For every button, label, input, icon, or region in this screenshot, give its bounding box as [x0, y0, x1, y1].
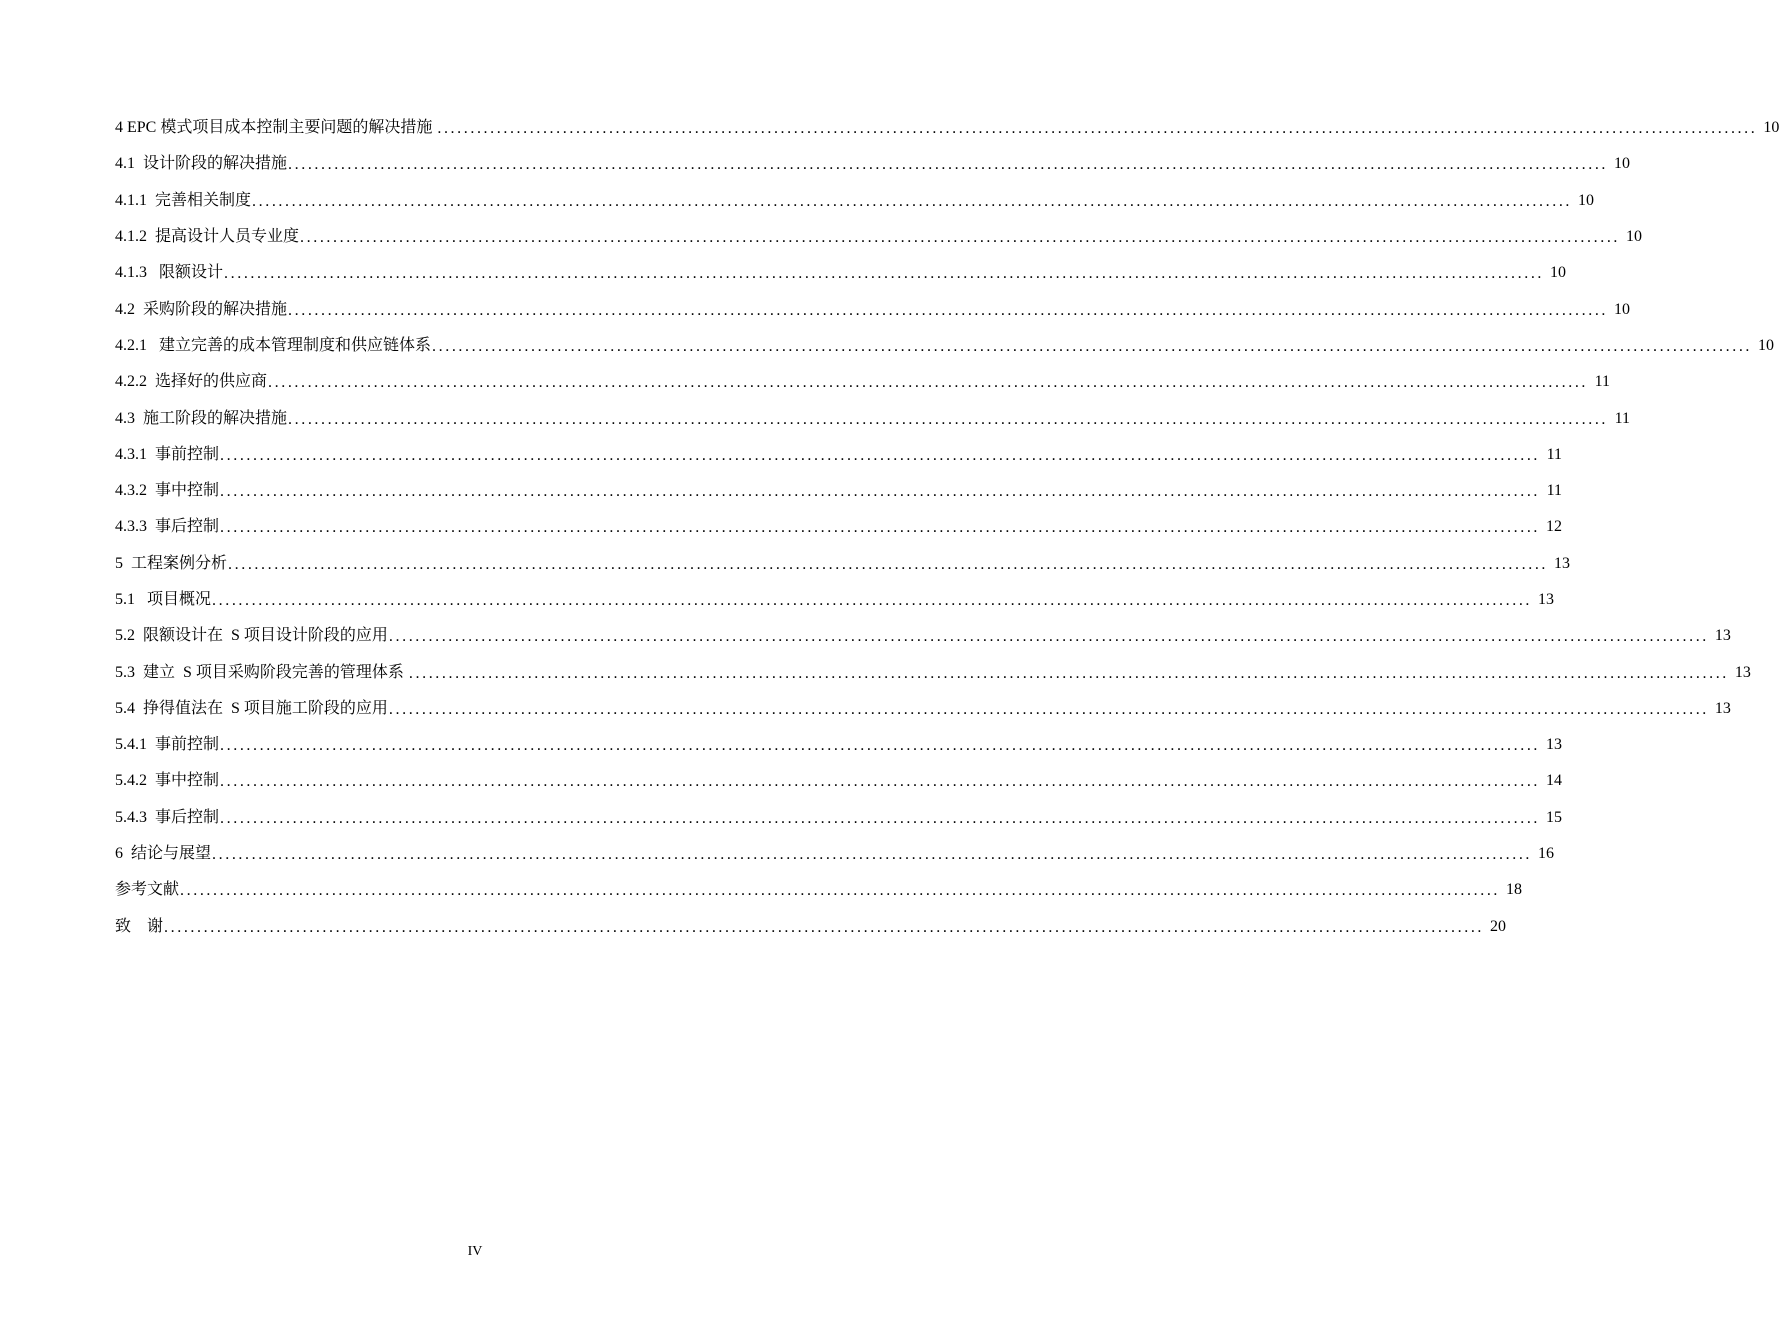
toc-entry-title: 参考文献 [115, 881, 180, 899]
toc-entry-title: 5.4.3 事后控制 [115, 808, 220, 826]
toc-entry-page-number: 11 [1594, 373, 1611, 391]
toc-entry-page-number: 13 [1554, 554, 1571, 572]
toc-dot-leader: ........................................................................................................................................................................................................ [224, 265, 1545, 283]
toc-entry-title: 4 EPC 模式项目成本控制主要问题的解决措施 [115, 119, 437, 137]
toc-entry[interactable] [115, 255, 1567, 291]
toc-entry-title: 4.2.1 建立完善的成本管理制度和供应链体系 [115, 336, 432, 354]
toc-dot-leader: ........................................................................................................................................................................................................ [268, 374, 1589, 392]
toc-entry[interactable] [115, 618, 1731, 654]
toc-dot-leader: ........................................................................................................................................................................................................ [220, 809, 1541, 827]
toc-entry[interactable] [115, 909, 1507, 945]
toc-entry[interactable] [115, 364, 1611, 400]
toc-entry-page-number: 10 [1626, 228, 1643, 246]
toc-entry-page-number: 16 [1538, 845, 1555, 863]
toc-dot-leader: ........................................................................................................................................................................................................ [408, 664, 1729, 682]
toc-dot-leader: ........................................................................................................................................................................................................ [388, 700, 1709, 718]
toc-dot-leader: ........................................................................................................................................................................................................ [288, 301, 1609, 319]
toc-entry[interactable] [115, 763, 1563, 799]
toc-entry-page-number: 11 [1546, 482, 1563, 500]
toc-dot-leader: ........................................................................................................................................................................................................ [228, 555, 1549, 573]
toc-entry-title: 4.2 采购阶段的解决措施 [115, 300, 288, 318]
toc-entry-title: 4.1.3 限额设计 [115, 264, 224, 282]
toc-entry-title: 5.4.1 事前控制 [115, 736, 220, 754]
toc-entry[interactable] [115, 183, 1595, 219]
toc-dot-leader: ........................................................................................................................................................................................................ [220, 737, 1541, 755]
toc-entry-page-number: 13 [1546, 736, 1563, 754]
toc-entry-page-number: 18 [1506, 881, 1523, 899]
toc-entry-title: 4.3.3 事后控制 [115, 518, 220, 536]
toc-entry[interactable] [115, 509, 1563, 545]
toc-dot-leader: ........................................................................................................................................................................................................ [164, 918, 1485, 936]
toc-entry[interactable] [115, 146, 1631, 182]
toc-entry-title: 5.1 项目概况 [115, 591, 212, 608]
toc-entry-title: 4.3 施工阶段的解决措施 [115, 409, 288, 427]
toc-entry-title: 4.2.2 选择好的供应商 [115, 373, 268, 391]
toc-entry[interactable] [115, 872, 1523, 908]
toc-entry-title: 4.3.2 事中控制 [115, 482, 220, 500]
toc-entry[interactable] [115, 219, 1643, 255]
toc-dot-leader: ........................................................................................................................................................................................................ [220, 446, 1541, 464]
toc-dot-leader: ........................................................................................................................................................................................................ [388, 628, 1709, 646]
toc-dot-leader: ........................................................................................................................................................................................................ [300, 229, 1621, 247]
toc-dot-leader: ........................................................................................................................................................................................................ [288, 156, 1609, 174]
toc-entry-page-number: 10 [1763, 119, 1779, 137]
table-of-contents [115, 110, 1779, 945]
toc-entry[interactable] [115, 654, 1751, 690]
toc-entry-page-number: 10 [1758, 336, 1775, 354]
toc-entry[interactable] [115, 582, 1555, 618]
toc-entry-page-number: 10 [1614, 155, 1631, 173]
toc-dot-leader: ........................................................................................................................................................................................................ [212, 592, 1533, 609]
toc-entry-page-number: 11 [1614, 409, 1631, 427]
toc-entry-title: 4.1.2 提高设计人员专业度 [115, 228, 300, 246]
toc-dot-leader: ........................................................................................................................................................................................................ [252, 192, 1573, 210]
toc-entry-page-number: 11 [1546, 445, 1563, 463]
toc-entry-title: 5 工程案例分析 [115, 554, 228, 572]
toc-dot-leader: ........................................................................................................................................................................................................ [288, 410, 1609, 428]
toc-entry-title: 5.4 挣得值法在 S 项目施工阶段的应用 [115, 699, 388, 717]
toc-dot-leader: ........................................................................................................................................................................................................ [437, 120, 1758, 138]
toc-entry[interactable] [115, 110, 1779, 146]
toc-entry-title: 5.3 建立 S 项目采购阶段完善的管理体系 [115, 663, 408, 681]
toc-entry[interactable] [115, 473, 1563, 509]
toc-dot-leader: ........................................................................................................................................................................................................ [220, 773, 1541, 791]
toc-entry-title: 4.3.1 事前控制 [115, 445, 220, 463]
toc-entry[interactable] [115, 400, 1631, 436]
toc-entry-page-number: 10 [1614, 300, 1631, 318]
toc-dot-leader: ........................................................................................................................................................................................................ [220, 483, 1541, 501]
toc-entry-title: 致 谢 [115, 917, 164, 935]
toc-entry-title: 5.4.2 事中控制 [115, 772, 220, 790]
toc-entry-title: 4.1.1 完善相关制度 [115, 191, 252, 209]
toc-dot-leader: ........................................................................................................................................................................................................ [220, 519, 1541, 537]
toc-entry-page-number: 10 [1550, 264, 1567, 282]
toc-entry-page-number: 14 [1546, 772, 1563, 790]
toc-entry-page-number: 13 [1538, 591, 1555, 608]
toc-dot-leader: ........................................................................................................................................................................................................ [180, 882, 1501, 900]
toc-entry-title: 6 结论与展望 [115, 845, 212, 863]
toc-entry-page-number: 15 [1546, 808, 1563, 826]
toc-entry-page-number: 10 [1578, 191, 1595, 209]
toc-entry[interactable] [115, 691, 1731, 727]
toc-entry-title: 4.1 设计阶段的解决措施 [115, 155, 288, 173]
toc-entry-page-number: 13 [1714, 627, 1731, 645]
page-number: IV [467, 1244, 483, 1259]
toc-entry[interactable] [115, 291, 1631, 327]
toc-entry-page-number: 20 [1490, 917, 1507, 935]
toc-entry-page-number: 12 [1546, 518, 1563, 536]
toc-entry-title: 5.2 限额设计在 S 项目设计阶段的应用 [115, 627, 388, 645]
toc-dot-leader: ........................................................................................................................................................................................................ [212, 846, 1533, 864]
toc-entry[interactable] [115, 546, 1571, 582]
toc-entry-page-number: 13 [1734, 663, 1751, 681]
toc-entry[interactable] [115, 437, 1563, 473]
toc-dot-leader: ........................................................................................................................................................................................................ [432, 337, 1753, 355]
toc-entry[interactable] [115, 800, 1563, 836]
toc-entry[interactable] [115, 328, 1775, 364]
toc-entry[interactable] [115, 836, 1555, 872]
toc-entry-page-number: 13 [1714, 699, 1731, 717]
toc-entry[interactable] [115, 727, 1563, 763]
